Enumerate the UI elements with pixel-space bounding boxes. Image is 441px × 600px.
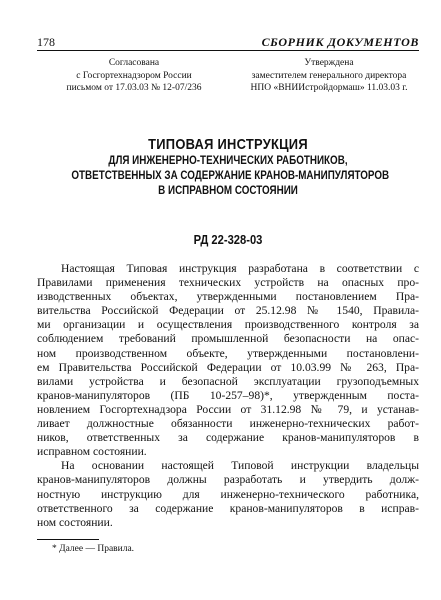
body-line: исправном состоянии. bbox=[37, 445, 147, 459]
body-line: ми организации и осуществления производственного контроля за bbox=[37, 318, 419, 332]
body-line: ответственного за содержание кранов-манипуляторов в исправ- bbox=[37, 501, 419, 515]
approval-left-line: с Госгортехнадзором России bbox=[76, 70, 192, 81]
body-line: ном состоянии. bbox=[37, 515, 113, 529]
running-title: СБОРНИК ДОКУМЕНТОВ bbox=[261, 35, 419, 49]
body-line: кранов-манипуляторов должны разработать и утвердить долж- bbox=[37, 473, 419, 487]
body-line: ливает должностные обязанности инженерно-технических работ- bbox=[37, 417, 419, 431]
body-line: ем Правительства Российской Федерации от 10.03.99 № 263, Пра- bbox=[37, 360, 419, 374]
body-line: новлением Госгортехнадзора России от 31.12.98 № 79, и устанав- bbox=[37, 402, 419, 416]
header-divider bbox=[37, 50, 419, 51]
body-line: вилами устройства и безопасной эксплуатации грузоподъемных bbox=[37, 374, 419, 388]
body-line: изводственных объектах, утвержденными постановлением Пра- bbox=[37, 290, 419, 304]
body-line: ном производственном объекте, утвержденными постановлени- bbox=[37, 346, 419, 360]
body-line: ностную инструкцию для инженерно-технического работника, bbox=[37, 487, 419, 501]
document-subtitle bbox=[71, 153, 390, 198]
page-number: 178 bbox=[37, 35, 55, 49]
approval-right-line: НПО «ВНИИстройдормаш» 11.03.03 г. bbox=[250, 83, 408, 93]
approval-block-left bbox=[48, 57, 220, 95]
approval-block-right bbox=[236, 57, 422, 95]
approval-left-line: Согласована bbox=[108, 58, 160, 68]
footnote-divider bbox=[37, 539, 99, 540]
document-title-block bbox=[37, 136, 419, 198]
document-title: ТИПОВАЯ ИНСТРУКЦИЯ bbox=[148, 136, 308, 153]
approval-right-line: Утверждена bbox=[304, 58, 354, 68]
body-line: соблюдением требований промышленной безопасности на опас- bbox=[37, 332, 419, 346]
body-line: кранов-манипуляторов (ПБ 10-257–98)*, утвержденным поста- bbox=[37, 388, 419, 402]
footnote: * Далее — Правила. bbox=[52, 544, 135, 554]
body-line: Правилами применения технических устройств на опасных про- bbox=[37, 276, 419, 290]
body-text bbox=[37, 262, 419, 530]
body-line: Настоящая Типовая инструкция разработана в соответствии с bbox=[61, 262, 419, 275]
body-line: ников, ответственных за содержание кранов-манипуляторов в bbox=[37, 431, 419, 445]
body-line: На основании настоящей Типовой инструкции владельцы bbox=[61, 459, 419, 473]
document-subtitle-line: ДЛЯ ИНЖЕНЕРНО-ТЕХНИЧЕСКИХ РАБОТНИКОВ, bbox=[108, 153, 348, 167]
document-code: РД 22-328-03 bbox=[193, 232, 263, 247]
approval-left-line: письмом от 17.03.03 № 12-07/236 bbox=[66, 83, 202, 93]
approval-right-line: заместителем генерального директора bbox=[251, 70, 407, 81]
document-subtitle-line: В ИСПРАВНОМ СОСТОЯНИИ bbox=[158, 183, 298, 197]
body-line: вительства Российской Федерации от 25.12.98 № 1540, Правила- bbox=[37, 304, 419, 318]
document-subtitle-line: ОТВЕТСТВЕННЫХ ЗА СОДЕРЖАНИЕ КРАНОВ-МАНИПУЛЯТОРОВ bbox=[71, 168, 390, 182]
